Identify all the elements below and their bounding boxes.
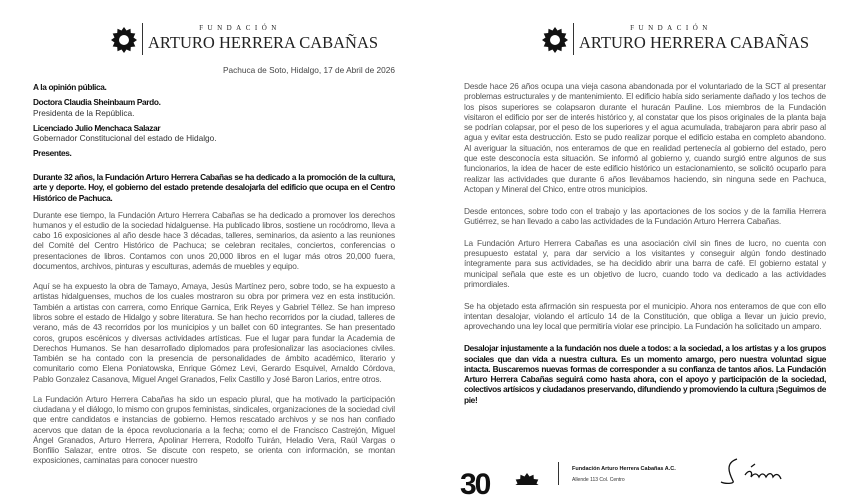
foundation-star-icon — [541, 26, 569, 54]
recipient1-name: Doctora Claudia Sheinbaum Pardo. — [33, 97, 161, 107]
footer-org-name: Fundación Arturo Herrera Cabañas A.C. — [572, 466, 676, 472]
letter-page-1 — [0, 0, 431, 485]
recipient1-title: Presidenta de la República. — [33, 108, 135, 118]
logo-divider — [573, 23, 574, 55]
paragraph: La Fundación Arturo Herrera Cabañas ha sido un espacio plural, que ha motivado la participación ciudadana y el diálogo, lo mismo con grupos feministas, sindicales, organizaciones de la sociedad civil que entre candidatos e instancias de gobierno. Hemos rescatado archivos y se nos han confiado acervos que datan de la época revolucionaria a la fecha; como el de Francisco Castrejón, Miguel Ángel Granados, Arturo Herrera, Apolinar Herrera, Rodolfo Tuirán, Heladio Vera, Raúl Vargas o Bonfilio Salazar, entre otros. Se discute con respeto, se orienta con información, se montan exposiciones, caminatas para conocer nuestro — [33, 393, 395, 466]
recipient2-name: Licenciado Julio Menchaca Salazar — [33, 123, 161, 133]
footer-address: Allende 113 Col. Centro — [572, 477, 625, 483]
logo-foundation-label: FUNDACIÓN — [630, 24, 712, 32]
logo-divider — [142, 23, 143, 55]
foundation-star-icon — [110, 26, 138, 54]
logo-name: ARTURO HERRERA CABAÑAS — [148, 33, 379, 52]
logo-name: ARTURO HERRERA CABAÑAS — [579, 33, 810, 52]
page1-body — [33, 172, 395, 466]
letterhead-logo — [539, 20, 810, 60]
paragraph: La Fundación Arturo Herrera Cabañas es una asociación civil sin fines de lucro, no cuenta con presupuesto estatal y, para dar servicio a los visitantes y conseguir algún fondo destinado íntegramente para sus actividades, se ha decidido abrir una barra de café. El gobierno estatal y municipal señala que este es un objetivo de lucro, cuando todo va dedicado a las actividades primordiales. — [464, 237, 826, 290]
letter-page-2 — [431, 0, 862, 501]
paragraph: Se ha objetado esta afirmación sin respuesta por el municipio. Ahora nos enteramos de que con ello intentan desalojar, violando el artículo 14 de la Constitución, que obliga a llevar un juicio previo, aprovechando una ley local que permitiría violar ese principio. La Fundación ha solicitado un amparo. — [464, 300, 826, 332]
anniversary-logo: 30 — [460, 468, 490, 501]
presentes: Presentes. — [33, 148, 72, 158]
logo-foundation-label: FUNDACIÓN — [199, 24, 281, 32]
recipient2-title: Gobernador Constitucional del estado de Hidalgo. — [33, 133, 217, 143]
footer-star-icon — [513, 472, 541, 485]
paragraph: Aquí se ha expuesto la obra de Tamayo, Amaya, Jesús Martínez pero, sobre todo, se ha expuesto a artistas hidalguenses, muchos de los cuales mostraron su obra por primera vez en esta institución. También a artistas con carrera, como Enrique Garnica, Erik Reyes y Gabriel Téllez. Se han impreso libros sobre el estado de Hidalgo y sobre literatura. Se han hecho recorridos por la ciudad, talleres de verano, más de 43 recorridos por los municipios y un ballet con 60 integrantes. Se han presentado coros, grupos escénicos y diversas actividades artísticas. Fue el lugar para fundar la Academia de Derechos Humanos. Se han desarrollado diplomados para profesionalizar las asociaciones civiles. También se ha contado con la presencia de personalidades de ámbito académico, literario y comunitario como Elena Poniatowska, Enrique Gómez Levi, Gerardo Esquivel, Arnaldo Córdova, Pablo Gonzalez Casanova, Miguel Angel Granados, Felix Castillo y José Baron Larios, entre otros. — [33, 281, 395, 384]
footer-divider — [558, 462, 559, 485]
paragraph: Desde hace 26 años ocupa una vieja casona abandonada por el voluntariado de la SCT al presentar problemas estructurales y de mantenimiento. El edificio había sido seriamente dañado y los techos de los pisos superiores se colapsaron durante el huracán Pauline. Los miembros de la Fundación visitaron el edificio por ser de interés histórico y, al constatar que los pisos originales de la planta baja se podrían colapsar, por el peso de los superiores y el agua acumulada, trabajaron para abrir paso al agua y evitar esta destrucción. Esto se pudo realizar porque el edificio estaba en completo abandono. Al averiguar la situación, nos enteramos de que en realidad pertenecía al gobierno del estado, pero que este desconocía esta situación. Se informó al gobierno y, cuando surgió entre algunos de sus funcionarios, la idea de hacer de este edificio histórico un estacionamiento, se solicitó ocuparlo para realizar las actividades que durante 6 años llevábamos haciendo, sin ninguna sede en Pachuca, Actopan y Mineral del Chico, entre otros municipios. — [464, 81, 826, 194]
paragraph: Desde entonces, sobre todo con el trabajo y las aportaciones de los socios y de la familia Herrera Gutiérrez, se han llevado a cabo las actividades de la Fundación Arturo Herrera Cabañas. — [464, 205, 826, 227]
closing-paragraph: Desalojar injustamente a la fundación nos duele a todos: a la sociedad, a los artistas y a los grupos sociales que dan vida a nuestra cultura. Es un momento amargo, pero nuestra voluntad sigue intacta. Buscaremos nuevas formas de corresponder a su confianza de tantos años. La Fundación Arturo Herrera Cabañas seguirá como hasta ahora, con el apoyo y participación de la sociedad, colectivos artísicos y ciudadanos preservando, difundiendo y promoviendo la cultura ¡Seguimos de pie! — [464, 343, 826, 405]
intro-paragraph: Durante 32 años, la Fundación Arturo Herrera Cabañas se ha dedicado a la promoción de la cultura, arte y deporte. Hoy, el gobierno del estado pretende desalojarla del edificio que ocupa en el Centro Histórico de Pachuca. — [33, 172, 395, 203]
letter-date: Pachuca de Soto, Hidalgo, 17 de Abril de 2026 — [222, 65, 395, 75]
paragraph: Durante ese tiempo, la Fundación Arturo Herrera Cabañas se ha dedicado a promover los derechos humanos y el estudio de la sociedad hidalguense. Ha publicado libros, sostiene un rocódromo, lleva a cabo 16 exposiciones al año desde hace 3 décadas, talleres, seminarios, da asiento a las reuniones del Comité del Centro Histórico de Pachuca; se celebran recitales, conciertos, conferencias o presentaciones de libros. Contamos con unos 20,000 libros en el lugar más otros 20,000 fuera, documentos, archivos, pinturas y esculturas, además de muebles y equipo. — [33, 209, 395, 272]
page2-body — [464, 81, 826, 405]
signature — [715, 455, 810, 485]
salutation: A la opinión pública. — [33, 82, 107, 92]
letterhead-logo — [108, 20, 379, 60]
